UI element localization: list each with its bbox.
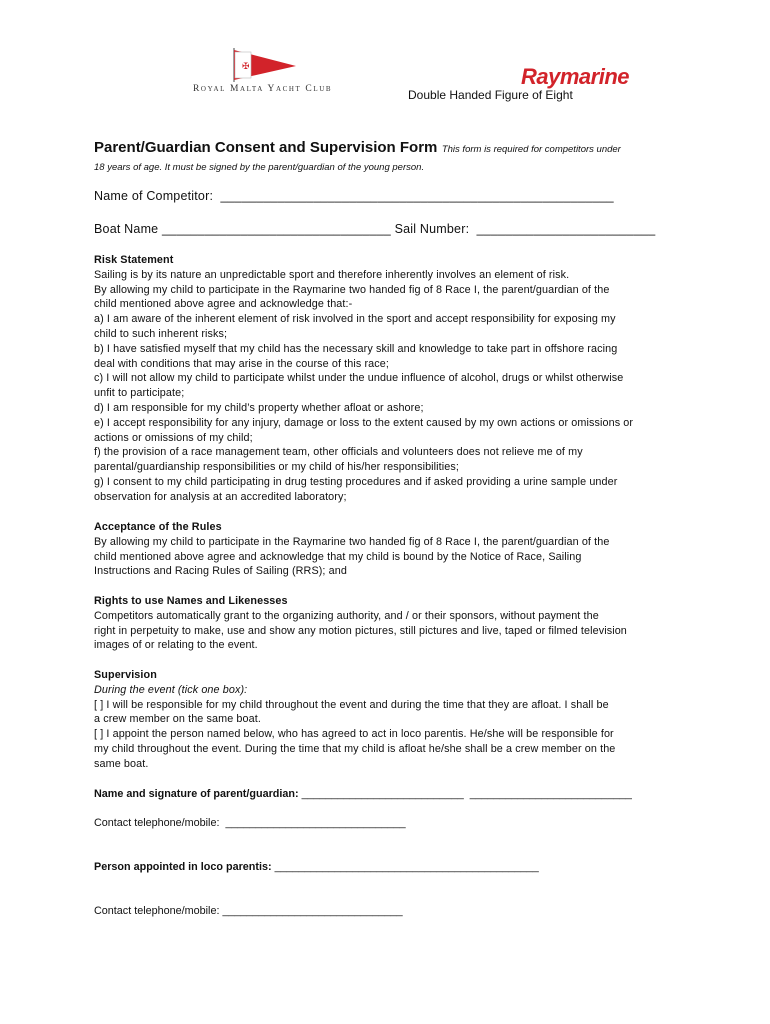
risk-line: unfit to participate; [94, 387, 185, 400]
rights-line: Competitors automatically grant to the organizing authority, and / or their sponsors, without payment the [94, 609, 599, 622]
contact-label-2: Contact telephone/mobile: [94, 905, 220, 917]
contact-field-2[interactable] [94, 905, 403, 917]
supervision-line: same boat. [94, 757, 149, 770]
supervision-line: my child throughout the event. During the time that my child is afloat he/she shall be a crew member on the [94, 742, 616, 755]
acceptance-section [94, 520, 694, 579]
risk-line: f) the provision of a race management team, other officials and volunteers does not relieve me of my [94, 446, 583, 459]
risk-line: child mentioned above agree and acknowledge that:- [94, 298, 353, 311]
risk-line: deal with conditions that may arise in the course of this race; [94, 357, 389, 370]
competitor-field[interactable] [94, 189, 614, 203]
risk-line: observation for analysis at an accredited laboratory; [94, 490, 347, 503]
loco-parentis-line[interactable]: ____________________________________________ [274, 861, 539, 873]
supervision-heading: Supervision [94, 669, 157, 681]
risk-line: actions or omissions of my child; [94, 431, 253, 444]
contact-field-1[interactable] [94, 817, 406, 829]
acceptance-line: By allowing my child to participate in the Raymarine two handed fig of 8 Race I, the parent/guardian of the [94, 535, 610, 548]
boat-field[interactable] [94, 222, 655, 236]
rights-heading: Rights to use Names and Likenesses [94, 595, 288, 607]
form-note-2: 18 years of age. It must be signed by the parent/guardian of the young person. [94, 162, 425, 173]
sail-line[interactable]: _________________________ [476, 222, 656, 236]
contact-line-2[interactable]: ______________________________ [222, 905, 403, 917]
svg-text:✠: ✠ [242, 62, 250, 72]
boat-label: Boat Name [94, 222, 159, 236]
supervision-subheading: During the event (tick one box): [94, 683, 248, 696]
acceptance-heading: Acceptance of the Rules [94, 521, 222, 533]
rights-section [94, 594, 694, 653]
risk-line: parental/guardianship responsibilities or my child of his/her responsibilities; [94, 461, 459, 474]
form-title-block [94, 139, 684, 176]
parent-signature-field[interactable] [94, 788, 632, 800]
risk-heading: Risk Statement [94, 254, 174, 266]
boat-line[interactable]: ________________________________ [162, 222, 391, 236]
risk-line: g) I consent to my child participating in drug testing procedures and if asked providing a urine sample under [94, 475, 618, 488]
acceptance-line: child mentioned above agree and acknowledge that my child is bound by the Notice of Race, Sailing [94, 550, 582, 563]
club-name: Royal Malta Yacht Club [193, 84, 333, 94]
club-burgee-logo [228, 48, 300, 82]
contact-line-1[interactable]: ______________________________ [225, 817, 406, 829]
loco-parentis-field[interactable] [94, 861, 539, 873]
risk-line: By allowing my child to participate in the Raymarine two handed fig of 8 Race I, the parent/guardian of the [94, 283, 610, 296]
form-note-1: This form is required for competitors under [441, 144, 621, 155]
risk-line: child to such inherent risks; [94, 327, 228, 340]
parent-signature-lines[interactable]: ___________________________ ___________________________ [301, 788, 632, 800]
supervision-option-1-checkbox[interactable]: [ ] I will be responsible for my child throughout the event and during the time that they are afloat. I shall be [94, 698, 609, 711]
form-title: Parent/Guardian Consent and Supervision Form [94, 139, 438, 156]
risk-line: d) I am responsible for my child’s property whether afloat or ashore; [94, 401, 424, 414]
loco-parentis-label: Person appointed in loco parentis: [94, 861, 272, 873]
rights-line: images of or relating to the event. [94, 639, 258, 652]
supervision-option-2-checkbox[interactable]: [ ] I appoint the person named below, who has agreed to act in loco parentis. He/she will be responsible for [94, 728, 614, 741]
parent-signature-label: Name and signature of parent/guardian: [94, 788, 299, 800]
rights-line: right in perpetuity to make, use and show any motion pictures, still pictures and live, taped or filmed television [94, 624, 627, 637]
supervision-line: a crew member on the same boat. [94, 713, 261, 726]
acceptance-line: Instructions and Racing Rules of Sailing (RRS); and [94, 565, 347, 578]
competitor-label: Name of Competitor: [94, 189, 214, 203]
risk-line: e) I accept responsibility for any injury, damage or loss to the extent caused by my own actions or omissions or [94, 416, 634, 429]
event-title: Double Handed Figure of Eight [408, 88, 573, 102]
supervision-section [94, 668, 694, 772]
sail-label: Sail Number: [394, 222, 470, 236]
risk-line: c) I will not allow my child to participate whilst under the undue influence of alcohol, drugs or whilst otherwise [94, 372, 624, 385]
contact-label-1: Contact telephone/mobile: [94, 817, 220, 829]
risk-line: Sailing is by its nature an unpredictable sport and therefore inherently involves an element of risk. [94, 268, 570, 281]
competitor-line[interactable]: _______________________________________________________ [220, 189, 614, 203]
risk-line: a) I am aware of the inherent element of risk involved in the sport and accept responsibility for exposing my [94, 313, 616, 326]
raymarine-logo: Raymarine [521, 64, 630, 89]
risk-line: b) I have satisfied myself that my child has the necessary skill and knowledge to take part in offshore racing [94, 342, 618, 355]
risk-statement-section [94, 253, 694, 505]
